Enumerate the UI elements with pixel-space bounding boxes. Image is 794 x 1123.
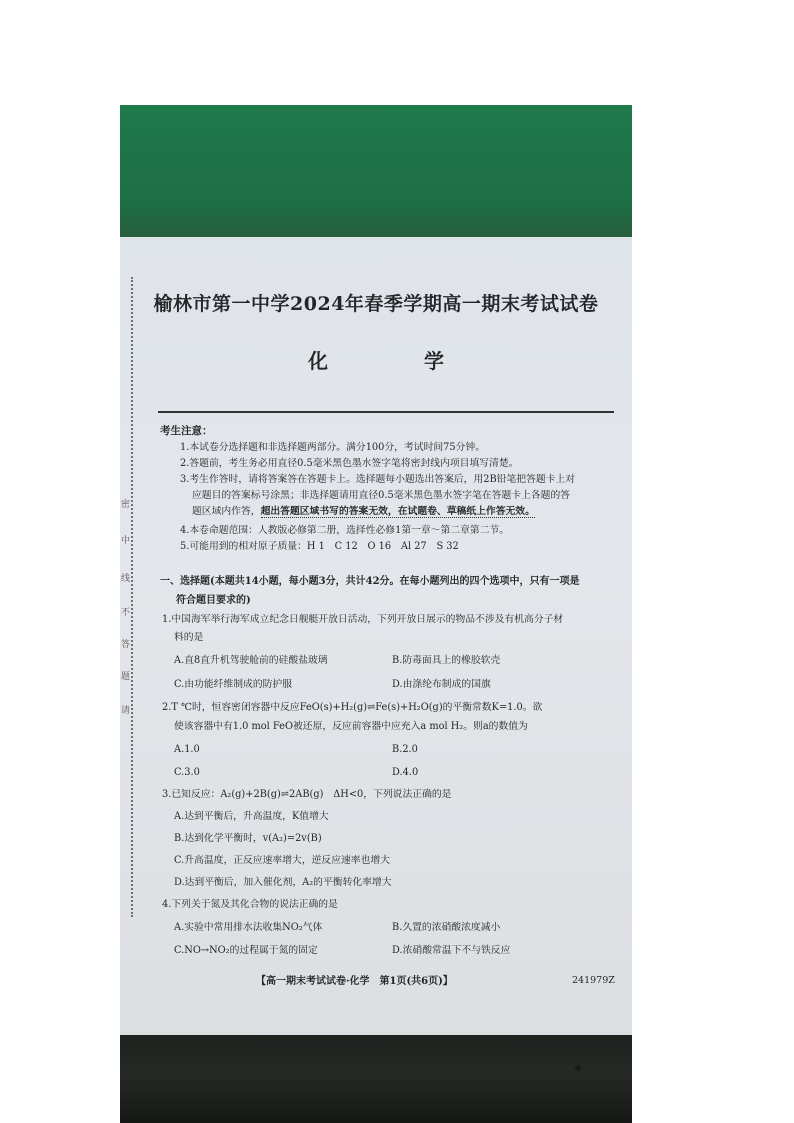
option: A.达到平衡后，升高温度，K值增大 — [174, 811, 329, 822]
question-stem: 料的是 — [174, 632, 204, 643]
notice-item: 3.考生作答时，请将答案答在答题卡上。选择题每小题选出答案后，用2B铅笔把答题卡上对 — [180, 474, 576, 485]
exam-title: 榆林市第一中学2024年春季学期高一期末考试试卷 — [153, 293, 599, 315]
binding-char: 线 — [121, 574, 131, 584]
section-heading: 一、选择题(本题共14小题，每小题3分，共计42分。在每小题列出的四个选项中，只有一项是 — [160, 576, 580, 587]
question-stem: 3.已知反应：A₂(g)+2B(g)⇌2AB(g) ΔH<0，下列说法正确的是 — [162, 789, 452, 800]
binding-char: 题 — [121, 672, 131, 682]
notice-item: 1.本试卷分选择题和非选择题两部分。满分100分，考试时间75分钟。 — [180, 442, 486, 453]
exam-code: 241979Z — [572, 975, 615, 986]
section-heading-cont: 符合题目要求的) — [176, 595, 251, 606]
subject-title: 化 学 — [308, 349, 482, 373]
question-stem: 4.下列关于氮及其化合物的说法正确的是 — [162, 899, 338, 910]
option: D.达到平衡后，加入催化剂，A₂的平衡转化率增大 — [174, 877, 392, 888]
option: A.直8直升机驾驶舱前的硅酸盐玻璃 — [174, 655, 328, 666]
option: B.久置的浓硝酸浓度减小 — [392, 922, 501, 933]
exam-paper — [120, 237, 632, 1035]
question-stem: 使该容器中有1.0 mol FeO被还原，反应前容器中应充入a mol H₂。则a的数值为 — [174, 721, 528, 732]
notice-item-line — [192, 507, 535, 517]
notice-item: 2.答题前，考生务必用直径0.5毫米黑色墨水签字笔将密封线内项目填写清楚。 — [180, 458, 519, 469]
question-stem: 2.T ℃时，恒容密闭容器中反应FeO(s)+H₂(g)⇌Fe(s)+H₂O(g)的平衡常数K=1.0。欲 — [162, 702, 543, 713]
binding-char: 请 — [121, 706, 131, 716]
divider — [158, 411, 614, 413]
binding-char: 不 — [121, 608, 131, 618]
option: D.4.0 — [392, 767, 419, 778]
binding-strip — [120, 497, 130, 817]
option: C.3.0 — [174, 767, 200, 778]
option: C.NO→NO₂的过程属于氮的固定 — [174, 945, 318, 956]
option: B.2.0 — [392, 744, 418, 755]
option: B.达到化学平衡时，v(A₂)=2v(B) — [174, 833, 322, 844]
document-photo — [120, 105, 632, 1123]
notice-item: 5.可能用到的相对原子质量：H 1 C 12 O 16 Al 27 S 32 — [180, 541, 459, 552]
option: C.升高温度，正反应速率增大，逆反应速率也增大 — [174, 855, 390, 866]
notice-item: 4.本卷命题范围：人教版必修第二册，选择性必修1第一章～第二章第二节。 — [180, 525, 510, 536]
option: B.防毒面具上的橡胶软壳 — [392, 655, 501, 666]
green-background — [120, 105, 632, 245]
option: A.实验中常用排水法收集NO₂气体 — [174, 922, 323, 933]
page-footer: 【高一期末考试试卷·化学 第1页(共6页)】 — [256, 976, 453, 987]
binding-char: 答 — [121, 640, 131, 650]
option: D.由涤纶布制成的国旗 — [392, 679, 491, 690]
question-stem: 1.中国海军举行海军成立纪念日舰艇开放日活动，下列开放日展示的物品不涉及有机高分子材 — [162, 614, 564, 625]
option: D.浓硝酸常温下不与铁反应 — [392, 945, 511, 956]
binding-char: 中 — [121, 536, 131, 546]
notice-item-part: 题区域内作答， — [192, 506, 261, 517]
binding-char: 密 — [121, 500, 131, 510]
notice-emphasis: 超出答题区域书写的答案无效，在试题卷、草稿纸上作答无效。 — [260, 506, 535, 517]
dark-background — [120, 1020, 632, 1123]
notice-item: 应题目的答案标号涂黑；非选择题请用直径0.5毫米黑色墨水签字笔在答题卡上各题的答 — [192, 490, 571, 501]
option: C.由功能纤维制成的防护服 — [174, 679, 293, 690]
option: A.1.0 — [174, 744, 200, 755]
notice-heading: 考生注意： — [160, 425, 213, 437]
